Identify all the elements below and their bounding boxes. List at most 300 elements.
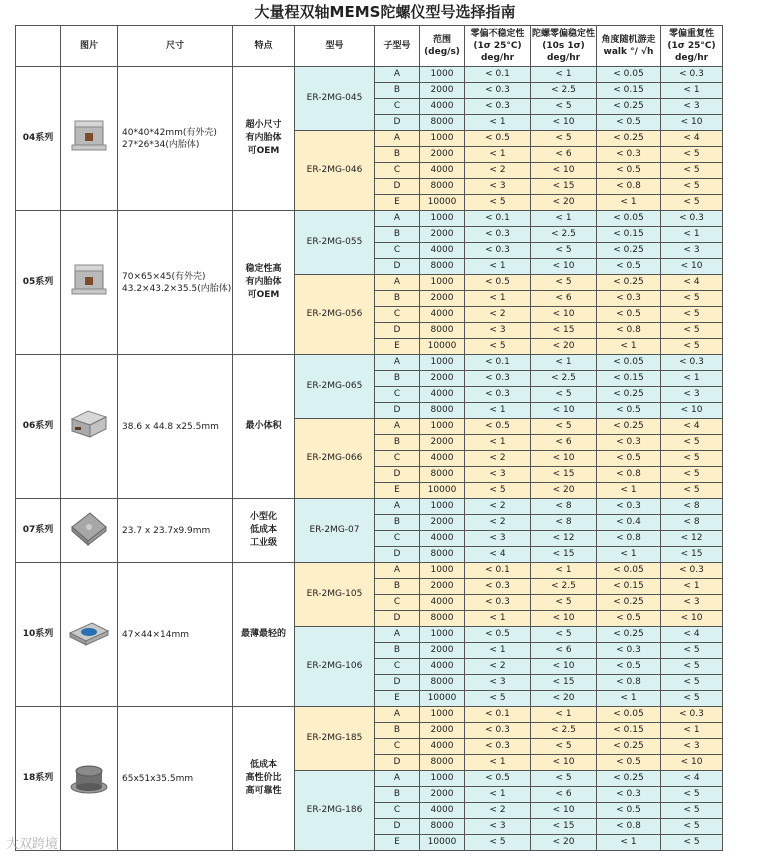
bias-instability-cell: < 2	[465, 163, 531, 179]
sub-cell: B	[375, 643, 420, 659]
sub-cell: A	[375, 419, 420, 435]
arw-cell: < 0.25	[597, 739, 661, 755]
bias-stability-cell: < 10	[531, 803, 597, 819]
range-cell: 8000	[420, 675, 465, 691]
bias-instability-cell: < 3	[465, 323, 531, 339]
header-row	[16, 26, 723, 67]
bias-stability-cell: < 6	[531, 147, 597, 163]
series-name: 06系列	[16, 355, 61, 499]
repeatability-cell: < 5	[661, 435, 723, 451]
sub-cell: D	[375, 179, 420, 195]
repeatability-cell: < 5	[661, 803, 723, 819]
feature-text: 最薄最轻的	[233, 563, 295, 707]
repeatability-cell: < 5	[661, 819, 723, 835]
arw-cell: < 0.25	[597, 275, 661, 291]
repeatability-cell: < 5	[661, 691, 723, 707]
header-submodel: 子型号	[375, 26, 420, 67]
header-range: 范围 (deg/s)	[420, 26, 465, 67]
bias-instability-cell: < 0.3	[465, 723, 531, 739]
arw-cell: < 0.5	[597, 659, 661, 675]
sub-cell: A	[375, 627, 420, 643]
repeatability-cell: < 0.3	[661, 707, 723, 723]
bias-stability-cell: < 10	[531, 611, 597, 627]
sub-cell: B	[375, 787, 420, 803]
sub-cell: C	[375, 451, 420, 467]
arw-cell: < 0.15	[597, 371, 661, 387]
arw-cell: < 0.5	[597, 403, 661, 419]
repeatability-cell: < 15	[661, 547, 723, 563]
bias-instability-cell: < 2	[465, 499, 531, 515]
bias-instability-cell: < 2	[465, 515, 531, 531]
sub-cell: C	[375, 531, 420, 547]
header-bias-instability: 零偏不稳定性 (1σ 25°C) deg/hr	[465, 26, 531, 67]
bias-stability-cell: < 5	[531, 419, 597, 435]
size-text: 47×44×14mm	[118, 563, 233, 707]
bias-stability-cell: < 1	[531, 563, 597, 579]
bias-stability-cell: < 15	[531, 323, 597, 339]
arw-cell: < 0.25	[597, 627, 661, 643]
table-row	[16, 67, 723, 83]
bias-stability-cell: < 2.5	[531, 227, 597, 243]
sub-cell: B	[375, 515, 420, 531]
repeatability-cell: < 3	[661, 387, 723, 403]
bias-stability-cell: < 10	[531, 163, 597, 179]
bias-stability-cell: < 2.5	[531, 371, 597, 387]
series-name: 04系列	[16, 67, 61, 211]
range-cell: 1000	[420, 275, 465, 291]
repeatability-cell: < 10	[661, 259, 723, 275]
sub-cell: D	[375, 259, 420, 275]
repeatability-cell: < 5	[661, 451, 723, 467]
product-image	[61, 499, 118, 563]
bias-instability-cell: < 1	[465, 435, 531, 451]
flat-device-icon	[66, 609, 112, 655]
bias-stability-cell: < 15	[531, 467, 597, 483]
repeatability-cell: < 10	[661, 403, 723, 419]
arw-cell: < 0.5	[597, 259, 661, 275]
series-name: 07系列	[16, 499, 61, 563]
round-device-icon	[66, 753, 112, 799]
arw-cell: < 0.05	[597, 67, 661, 83]
range-cell: 2000	[420, 787, 465, 803]
arw-cell: < 0.5	[597, 451, 661, 467]
arw-cell: < 1	[597, 835, 661, 851]
bias-instability-cell: < 5	[465, 483, 531, 499]
repeatability-cell: < 5	[661, 195, 723, 211]
bias-instability-cell: < 0.3	[465, 371, 531, 387]
sub-cell: A	[375, 355, 420, 371]
bias-stability-cell: < 5	[531, 595, 597, 611]
range-cell: 4000	[420, 387, 465, 403]
bias-stability-cell: < 20	[531, 691, 597, 707]
bias-instability-cell: < 1	[465, 147, 531, 163]
bias-stability-cell: < 5	[531, 275, 597, 291]
range-cell: 8000	[420, 611, 465, 627]
bias-stability-cell: < 1	[531, 707, 597, 723]
sub-cell: C	[375, 803, 420, 819]
sub-cell: D	[375, 115, 420, 131]
bias-instability-cell: < 2	[465, 659, 531, 675]
model-name: ER-2MG-186	[295, 771, 375, 851]
bias-instability-cell: < 0.5	[465, 275, 531, 291]
bias-instability-cell: < 1	[465, 259, 531, 275]
bias-instability-cell: < 0.1	[465, 563, 531, 579]
sub-cell: D	[375, 611, 420, 627]
range-cell: 1000	[420, 707, 465, 723]
bias-stability-cell: < 20	[531, 195, 597, 211]
arw-cell: < 0.25	[597, 131, 661, 147]
arw-cell: < 0.25	[597, 243, 661, 259]
header-repeatability: 零偏重复性 (1σ 25°C) deg/hr	[661, 26, 723, 67]
repeatability-cell: < 0.3	[661, 355, 723, 371]
repeatability-cell: < 5	[661, 835, 723, 851]
series-name: 10系列	[16, 563, 61, 707]
repeatability-cell: < 3	[661, 595, 723, 611]
header-arw: 角度随机游走 walk °/ √h	[597, 26, 661, 67]
table-body	[16, 67, 723, 851]
bias-stability-cell: < 5	[531, 771, 597, 787]
model-name: ER-2MG-046	[295, 131, 375, 211]
repeatability-cell: < 0.3	[661, 563, 723, 579]
product-image	[61, 355, 118, 499]
sub-cell: D	[375, 819, 420, 835]
bias-stability-cell: < 20	[531, 483, 597, 499]
sub-cell: E	[375, 195, 420, 211]
arw-cell: < 0.25	[597, 771, 661, 787]
sub-cell: D	[375, 323, 420, 339]
arw-cell: < 0.25	[597, 595, 661, 611]
bias-instability-cell: < 0.3	[465, 227, 531, 243]
size-text: 40*40*42mm(有外壳) 27*26*34(内胎体)	[118, 67, 233, 211]
repeatability-cell: < 12	[661, 531, 723, 547]
range-cell: 8000	[420, 179, 465, 195]
range-cell: 2000	[420, 83, 465, 99]
sub-cell: B	[375, 723, 420, 739]
bias-instability-cell: < 0.3	[465, 595, 531, 611]
sub-cell: C	[375, 739, 420, 755]
model-name: ER-2MG-045	[295, 67, 375, 131]
bias-instability-cell: < 0.5	[465, 419, 531, 435]
bias-instability-cell: < 1	[465, 115, 531, 131]
repeatability-cell: < 1	[661, 371, 723, 387]
sub-cell: A	[375, 707, 420, 723]
sub-cell: D	[375, 403, 420, 419]
bias-stability-cell: < 5	[531, 131, 597, 147]
arw-cell: < 0.25	[597, 387, 661, 403]
sub-cell: A	[375, 499, 420, 515]
bias-instability-cell: < 0.3	[465, 579, 531, 595]
sub-cell: E	[375, 339, 420, 355]
header-model: 型号	[295, 26, 375, 67]
bias-instability-cell: < 1	[465, 403, 531, 419]
bias-stability-cell: < 8	[531, 515, 597, 531]
bias-instability-cell: < 1	[465, 611, 531, 627]
bias-instability-cell: < 2	[465, 451, 531, 467]
bias-instability-cell: < 5	[465, 195, 531, 211]
range-cell: 2000	[420, 515, 465, 531]
range-cell: 1000	[420, 211, 465, 227]
sub-cell: A	[375, 275, 420, 291]
range-cell: 8000	[420, 819, 465, 835]
sub-cell: A	[375, 771, 420, 787]
range-cell: 2000	[420, 723, 465, 739]
range-cell: 8000	[420, 755, 465, 771]
bias-stability-cell: < 10	[531, 451, 597, 467]
range-cell: 10000	[420, 835, 465, 851]
product-image	[61, 563, 118, 707]
repeatability-cell: < 5	[661, 787, 723, 803]
bias-instability-cell: < 0.1	[465, 355, 531, 371]
arw-cell: < 0.3	[597, 787, 661, 803]
range-cell: 4000	[420, 99, 465, 115]
repeatability-cell: < 3	[661, 739, 723, 755]
range-cell: 2000	[420, 435, 465, 451]
arw-cell: < 0.5	[597, 115, 661, 131]
model-name: ER-2MG-055	[295, 211, 375, 275]
model-name: ER-2MG-106	[295, 627, 375, 707]
range-cell: 8000	[420, 115, 465, 131]
bias-instability-cell: < 3	[465, 675, 531, 691]
range-cell: 8000	[420, 323, 465, 339]
header-bias-stability: 陀螺零偏稳定性 (10s 1σ) deg/hr	[531, 26, 597, 67]
bias-stability-cell: < 15	[531, 179, 597, 195]
range-cell: 4000	[420, 243, 465, 259]
range-cell: 10000	[420, 195, 465, 211]
bias-instability-cell: < 1	[465, 755, 531, 771]
range-cell: 10000	[420, 339, 465, 355]
bias-instability-cell: < 0.5	[465, 131, 531, 147]
bias-stability-cell: < 10	[531, 115, 597, 131]
repeatability-cell: < 5	[661, 659, 723, 675]
bias-stability-cell: < 20	[531, 835, 597, 851]
repeatability-cell: < 5	[661, 147, 723, 163]
range-cell: 1000	[420, 563, 465, 579]
arw-cell: < 0.4	[597, 515, 661, 531]
bias-instability-cell: < 0.3	[465, 83, 531, 99]
sub-cell: B	[375, 291, 420, 307]
repeatability-cell: < 4	[661, 771, 723, 787]
bias-stability-cell: < 15	[531, 675, 597, 691]
range-cell: 4000	[420, 659, 465, 675]
arw-cell: < 0.25	[597, 99, 661, 115]
range-cell: 1000	[420, 131, 465, 147]
chip-device-icon	[66, 505, 112, 551]
sub-cell: C	[375, 595, 420, 611]
range-cell: 2000	[420, 371, 465, 387]
arw-cell: < 0.5	[597, 611, 661, 627]
arw-cell: < 0.8	[597, 819, 661, 835]
arw-cell: < 0.05	[597, 211, 661, 227]
sub-cell: B	[375, 227, 420, 243]
sub-cell: D	[375, 547, 420, 563]
range-cell: 8000	[420, 467, 465, 483]
arw-cell: < 0.3	[597, 147, 661, 163]
repeatability-cell: < 5	[661, 467, 723, 483]
arw-cell: < 0.05	[597, 707, 661, 723]
arw-cell: < 0.3	[597, 435, 661, 451]
range-cell: 1000	[420, 771, 465, 787]
bias-stability-cell: < 1	[531, 355, 597, 371]
sub-cell: D	[375, 755, 420, 771]
bias-stability-cell: < 10	[531, 755, 597, 771]
repeatability-cell: < 4	[661, 627, 723, 643]
range-cell: 1000	[420, 627, 465, 643]
repeatability-cell: < 10	[661, 755, 723, 771]
arw-cell: < 0.15	[597, 83, 661, 99]
table-row	[16, 499, 723, 515]
watermark: 大双跨境	[6, 837, 59, 852]
bias-instability-cell: < 2	[465, 803, 531, 819]
model-name: ER-2MG-056	[295, 275, 375, 355]
bias-instability-cell: < 0.3	[465, 99, 531, 115]
range-cell: 8000	[420, 259, 465, 275]
sub-cell: A	[375, 563, 420, 579]
table-row	[16, 355, 723, 371]
repeatability-cell: < 10	[661, 115, 723, 131]
range-cell: 1000	[420, 419, 465, 435]
bias-stability-cell: < 15	[531, 819, 597, 835]
arw-cell: < 1	[597, 483, 661, 499]
repeatability-cell: < 5	[661, 291, 723, 307]
sub-cell: A	[375, 67, 420, 83]
bias-stability-cell: < 5	[531, 99, 597, 115]
bias-instability-cell: < 0.3	[465, 739, 531, 755]
range-cell: 2000	[420, 291, 465, 307]
bias-instability-cell: < 0.3	[465, 243, 531, 259]
bias-stability-cell: < 2.5	[531, 723, 597, 739]
sub-cell: B	[375, 579, 420, 595]
sub-cell: D	[375, 467, 420, 483]
bias-stability-cell: < 2.5	[531, 579, 597, 595]
bias-stability-cell: < 12	[531, 531, 597, 547]
arw-cell: < 0.3	[597, 499, 661, 515]
bias-stability-cell: < 10	[531, 259, 597, 275]
arw-cell: < 0.05	[597, 355, 661, 371]
repeatability-cell: < 4	[661, 275, 723, 291]
arw-cell: < 0.3	[597, 643, 661, 659]
arw-cell: < 1	[597, 195, 661, 211]
product-image	[61, 67, 118, 211]
bias-stability-cell: < 5	[531, 627, 597, 643]
bias-instability-cell: < 4	[465, 547, 531, 563]
bias-instability-cell: < 5	[465, 835, 531, 851]
bias-instability-cell: < 5	[465, 339, 531, 355]
repeatability-cell: < 1	[661, 83, 723, 99]
header-picture: 图片	[61, 26, 118, 67]
header-feature: 特点	[233, 26, 295, 67]
range-cell: 4000	[420, 739, 465, 755]
bias-instability-cell: < 0.1	[465, 67, 531, 83]
arw-cell: < 1	[597, 691, 661, 707]
range-cell: 1000	[420, 499, 465, 515]
repeatability-cell: < 5	[661, 307, 723, 323]
arw-cell: < 1	[597, 339, 661, 355]
product-image	[61, 211, 118, 355]
range-cell: 2000	[420, 579, 465, 595]
feature-text: 稳定性高 有内胎体 可OEM	[233, 211, 295, 355]
sub-cell: C	[375, 243, 420, 259]
bias-instability-cell: < 0.3	[465, 387, 531, 403]
sub-cell: C	[375, 99, 420, 115]
bias-stability-cell: < 8	[531, 499, 597, 515]
box-device-icon	[66, 113, 112, 159]
range-cell: 2000	[420, 147, 465, 163]
arw-cell: < 0.8	[597, 179, 661, 195]
bias-instability-cell: < 3	[465, 467, 531, 483]
repeatability-cell: < 1	[661, 579, 723, 595]
bias-stability-cell: < 10	[531, 403, 597, 419]
bias-instability-cell: < 5	[465, 691, 531, 707]
repeatability-cell: < 0.3	[661, 211, 723, 227]
bias-stability-cell: < 5	[531, 243, 597, 259]
repeatability-cell: < 1	[661, 227, 723, 243]
bias-stability-cell: < 15	[531, 547, 597, 563]
repeatability-cell: < 1	[661, 723, 723, 739]
sub-cell: E	[375, 483, 420, 499]
repeatability-cell: < 0.3	[661, 67, 723, 83]
range-cell: 4000	[420, 595, 465, 611]
range-cell: 10000	[420, 691, 465, 707]
size-text: 23.7 x 23.7x9.9mm	[118, 499, 233, 563]
arw-cell: < 0.8	[597, 675, 661, 691]
arw-cell: < 0.5	[597, 803, 661, 819]
feature-text: 小型化 低成本 工业级	[233, 499, 295, 563]
sub-cell: B	[375, 371, 420, 387]
bias-stability-cell: < 2.5	[531, 83, 597, 99]
arw-cell: < 0.25	[597, 419, 661, 435]
bias-instability-cell: < 1	[465, 643, 531, 659]
feature-text: 最小体积	[233, 355, 295, 499]
bias-instability-cell: < 3	[465, 179, 531, 195]
model-name: ER-2MG-066	[295, 419, 375, 499]
series-name: 18系列	[16, 707, 61, 851]
arw-cell: < 0.15	[597, 723, 661, 739]
table-row	[16, 707, 723, 723]
range-cell: 4000	[420, 531, 465, 547]
model-name: ER-2MG-07	[295, 499, 375, 563]
sub-cell: B	[375, 147, 420, 163]
gyro-selection-table	[15, 25, 723, 851]
range-cell: 4000	[420, 451, 465, 467]
bias-stability-cell: < 5	[531, 387, 597, 403]
arw-cell: < 0.8	[597, 323, 661, 339]
bias-instability-cell: < 1	[465, 787, 531, 803]
feature-text: 超小尺寸 有内胎体 可OEM	[233, 67, 295, 211]
bias-instability-cell: < 2	[465, 307, 531, 323]
repeatability-cell: < 5	[661, 483, 723, 499]
size-text: 65x51x35.5mm	[118, 707, 233, 851]
arw-cell: < 0.5	[597, 307, 661, 323]
sub-cell: D	[375, 675, 420, 691]
arw-cell: < 0.15	[597, 227, 661, 243]
sub-cell: A	[375, 131, 420, 147]
series-name: 05系列	[16, 211, 61, 355]
model-name: ER-2MG-065	[295, 355, 375, 419]
range-cell: 10000	[420, 483, 465, 499]
product-image	[61, 707, 118, 851]
bias-instability-cell: < 3	[465, 819, 531, 835]
range-cell: 4000	[420, 307, 465, 323]
sub-cell: E	[375, 835, 420, 851]
page-title: 大量程双轴MEMS陀螺仪型号选择指南	[254, 3, 516, 21]
wide-device-icon	[66, 401, 112, 447]
range-cell: 8000	[420, 547, 465, 563]
bias-instability-cell: < 0.5	[465, 771, 531, 787]
table-row	[16, 211, 723, 227]
bias-stability-cell: < 20	[531, 339, 597, 355]
repeatability-cell: < 5	[661, 323, 723, 339]
range-cell: 8000	[420, 403, 465, 419]
